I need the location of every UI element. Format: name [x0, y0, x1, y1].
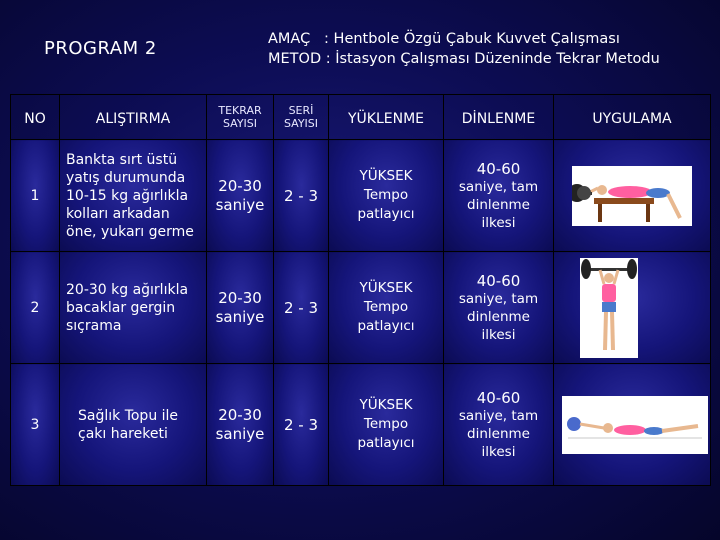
table-row [11, 364, 711, 486]
barbell-jump-figure-icon [580, 258, 638, 358]
header-exercise: ALIŞTIRMA [60, 95, 207, 140]
sets-cell: 2 - 3 [274, 252, 329, 364]
row-number: 3 [11, 364, 60, 486]
aim-line: AMAÇ : Hentbole Özgü Çabuk Kuvvet Çalışması [268, 31, 620, 47]
sets-cell: 2 - 3 [274, 140, 329, 252]
reps-cell: 20-30 saniye [207, 364, 274, 486]
header-no: NO [11, 95, 60, 140]
rest-cell: 40-60 saniye, tam dinlenme ilkesi [444, 140, 554, 252]
header-reps: TEKRAR SAYISI [207, 95, 274, 140]
application-cell [554, 252, 711, 364]
sets-cell: 2 - 3 [274, 364, 329, 486]
header-application: UYGULAMA [554, 95, 711, 140]
row-number: 1 [11, 140, 60, 252]
exercise-cell: Bankta sırt üstü yatış durumunda 10-15 kg ağırlıkla kolları arkadan öne, yukarı germe [60, 140, 207, 252]
reps-cell: 20-30 saniye [207, 140, 274, 252]
application-cell [554, 364, 711, 486]
program-title: PROGRAM 2 [44, 38, 157, 59]
aim-method-block [268, 29, 660, 69]
load-cell: YÜKSEK Tempo patlayıcı [329, 252, 444, 364]
header-sets: SERİ SAYISI [274, 95, 329, 140]
exercise-cell: Sağlık Topu ile çakı hareketi [60, 364, 207, 486]
load-cell: YÜKSEK Tempo patlayıcı [329, 364, 444, 486]
table-row [11, 140, 711, 252]
training-program-table [10, 94, 711, 486]
header-row [11, 95, 711, 140]
load-cell: YÜKSEK Tempo patlayıcı [329, 140, 444, 252]
header-load: YÜKLENME [329, 95, 444, 140]
method-line: METOD : İstasyon Çalışması Düzeninde Tekrar Metodu [268, 51, 660, 67]
header-rest: DİNLENME [444, 95, 554, 140]
rest-cell: 40-60 saniye, tam dinlenme ilkesi [444, 252, 554, 364]
exercise-cell: 20-30 kg ağırlıkla bacaklar gergin sıçrama [60, 252, 207, 364]
reps-cell: 20-30 saniye [207, 252, 274, 364]
bench-press-figure-icon [572, 166, 692, 226]
table-row [11, 252, 711, 364]
medicine-ball-jackknife-figure-icon [562, 396, 708, 454]
row-number: 2 [11, 252, 60, 364]
rest-cell: 40-60 saniye, tam dinlenme ilkesi [444, 364, 554, 486]
application-cell [554, 140, 711, 252]
